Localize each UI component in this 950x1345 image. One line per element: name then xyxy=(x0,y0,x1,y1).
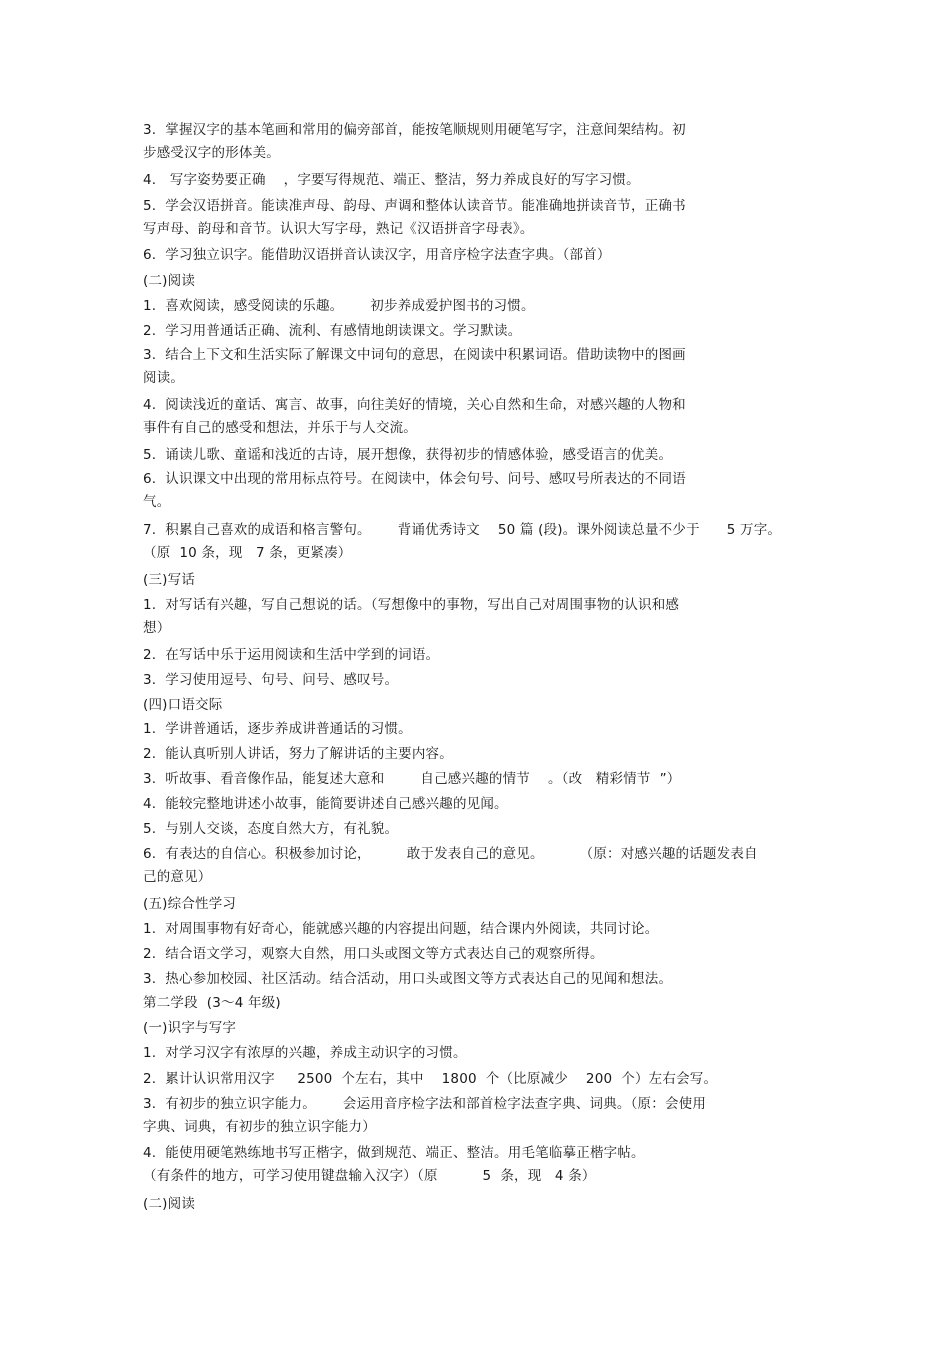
text-line: 3. 学习使用逗号、句号、问号、感叹号。 xyxy=(143,672,399,688)
text-line: 3. 热心参加校园、社区活动。结合活动，用口头或图文等方式表达自己的见闻和想法。 xyxy=(143,971,673,987)
text-line: 3. 听故事、看音像作品，能复述大意和 自己感兴趣的情节 。（改 精彩情节 ”） xyxy=(143,771,681,787)
section-heading: (二)阅读 xyxy=(143,1196,196,1212)
text-line: 写声母、韵母和音节。认识大写字母，熟记《汉语拼音字母表》。 xyxy=(143,221,534,237)
text-line: 1. 喜欢阅读，感受阅读的乐趣。 初步养成爱护图书的习惯。 xyxy=(143,298,535,314)
text-line: 2. 学习用普通话正确、流利、有感情地朗读课文。学习默读。 xyxy=(143,323,522,339)
text-line: 阅读。 xyxy=(143,370,185,386)
section-heading: (一)识字与写字 xyxy=(143,1020,237,1036)
text-line: 字典、词典，有初步的独立识字能力） xyxy=(143,1119,376,1135)
text-line: 2. 能认真听别人讲话，努力了解讲话的主要内容。 xyxy=(143,746,453,762)
text-line: 气。 xyxy=(143,494,171,510)
text-line: 想） xyxy=(143,620,171,636)
text-line: 3. 有初步的独立识字能力。 会运用音序检字法和部首检字法查字典、词典。（原：会使用 xyxy=(143,1096,707,1112)
text-line: 步感受汉字的形体美。 xyxy=(143,145,280,161)
text-line: 4. 写字姿势要正确 ，字要写得规范、端正、整洁，努力养成良好的写字习惯。 xyxy=(143,172,640,188)
section-heading: (三)写话 xyxy=(143,572,196,588)
text-line: 事件有自己的感受和想法，并乐于与人交流。 xyxy=(143,420,417,436)
text-line: 3. 掌握汉字的基本笔画和常用的偏旁部首，能按笔顺规则用硬笔写字，注意间架结构。初 xyxy=(143,122,686,138)
text-line: （有条件的地方，可学习使用键盘输入汉字）（原 5 条，现 4 条） xyxy=(143,1168,596,1184)
text-line: 2. 累计认识常用汉字 2500 个左右，其中 1800 个（比原减少 200 个）左右会写。 xyxy=(143,1071,718,1087)
text-line: 6. 认识课文中出现的常用标点符号。在阅读中，体会句号、问号、感叹号所表达的不同语 xyxy=(143,471,686,487)
section-heading: (五)综合性学习 xyxy=(143,896,237,912)
text-line: 6. 有表达的自信心。积极参加讨论， 敢于发表自己的意见。 （原：对感兴趣的话题发表自 xyxy=(143,846,758,862)
text-line: 4. 阅读浅近的童话、寓言、故事，向往美好的情境，关心自然和生命，对感兴趣的人物和 xyxy=(143,397,686,413)
text-line: 4. 能较完整地讲述小故事，能简要讲述自己感兴趣的见闻。 xyxy=(143,796,508,812)
text-line: 3. 结合上下文和生活实际了解课文中词句的意思，在阅读中积累词语。借助读物中的图画 xyxy=(143,347,686,363)
text-line: 1. 学讲普通话，逐步养成讲普通话的习惯。 xyxy=(143,721,412,737)
text-line: 2. 在写话中乐于运用阅读和生活中学到的词语。 xyxy=(143,647,440,663)
text-line: 1. 对学习汉字有浓厚的兴趣，养成主动识字的习惯。 xyxy=(143,1045,467,1061)
text-line: 6. 学习独立识字。能借助汉语拼音认读汉字，用音序检字法查字典。（部首） xyxy=(143,247,611,263)
text-line: （原 10 条，现 7 条，更紧凑） xyxy=(143,545,352,561)
text-line: 5. 学会汉语拼音。能读准声母、韵母、声调和整体认读音节。能准确地拼读音节，正确书 xyxy=(143,198,686,214)
section-heading: (四)口语交际 xyxy=(143,697,223,713)
text-line: 1. 对写话有兴趣，写自己想说的话。（写想像中的事物，写出自己对周围事物的认识和感 xyxy=(143,597,680,613)
text-line: 5. 与别人交谈，态度自然大方，有礼貌。 xyxy=(143,821,399,837)
stage-heading: 第二学段 (3～4 年级) xyxy=(143,995,281,1011)
text-line: 4. 能使用硬笔熟练地书写正楷字，做到规范、端正、整洁。用毛笔临摹正楷字帖。 xyxy=(143,1145,645,1161)
text-line: 己的意见） xyxy=(143,869,212,885)
text-line: 7. 积累自己喜欢的成语和格言警句。 背诵优秀诗文 50 篇 (段)。课外阅读总量不少于 5 万字。 xyxy=(143,522,782,538)
section-heading: (二)阅读 xyxy=(143,273,196,289)
text-line: 5. 诵读儿歌、童谣和浅近的古诗，展开想像，获得初步的情感体验，感受语言的优美。 xyxy=(143,447,673,463)
text-line: 2. 结合语文学习，观察大自然，用口头或图文等方式表达自己的观察所得。 xyxy=(143,946,604,962)
text-line: 1. 对周围事物有好奇心，能就感兴趣的内容提出问题，结合课内外阅读，共同讨论。 xyxy=(143,921,659,937)
